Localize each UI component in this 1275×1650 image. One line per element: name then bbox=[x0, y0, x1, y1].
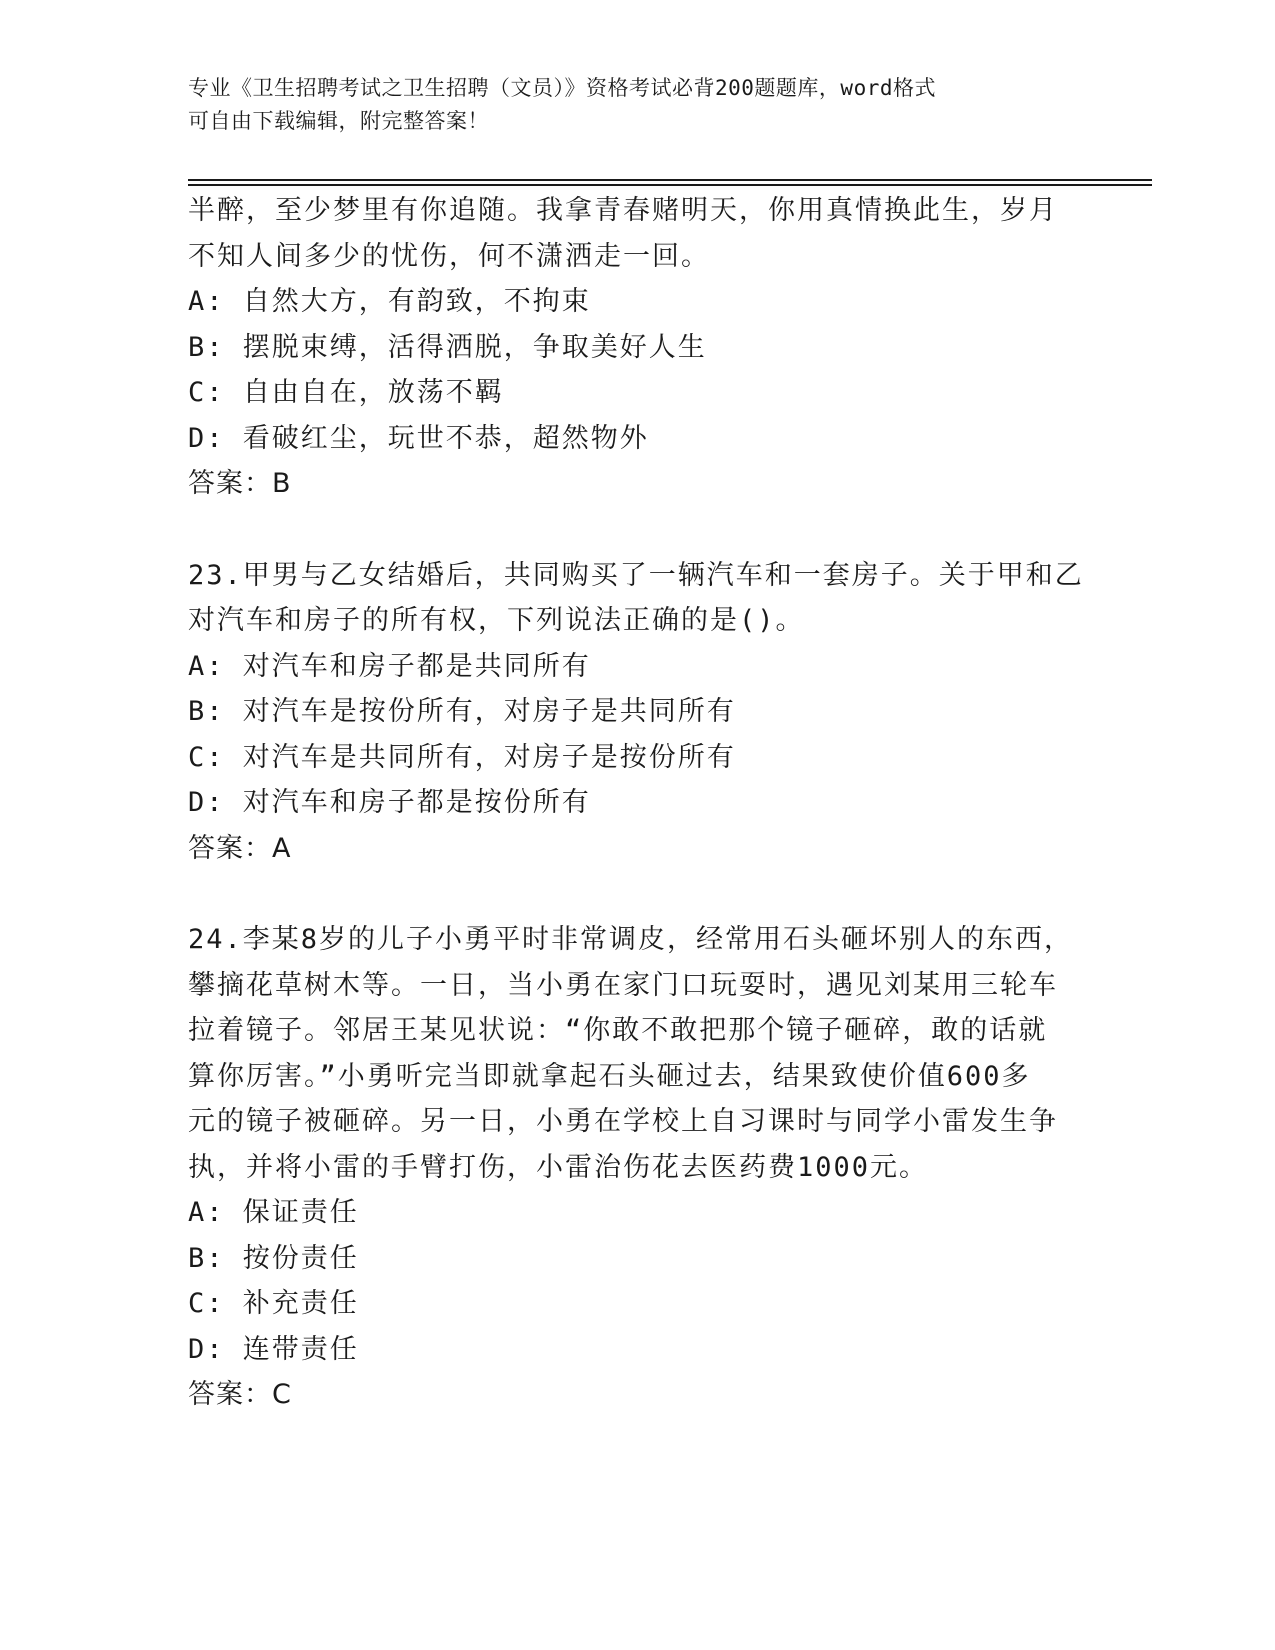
question-23 bbox=[188, 553, 1088, 872]
document-body bbox=[188, 188, 1088, 1418]
header-divider-top bbox=[188, 179, 1152, 181]
header-divider-bottom bbox=[188, 184, 1152, 186]
option-d: D: 连带责任 bbox=[188, 1333, 359, 1365]
question-stem-line: 半醉，至少梦里有你追随。我拿青春赌明天，你用真情换此生，岁月 bbox=[188, 195, 1058, 226]
option-d: D: 看破红尘，玩世不恭，超然物外 bbox=[188, 422, 649, 454]
answer-label: 答案：C bbox=[188, 1379, 292, 1410]
document-header bbox=[188, 72, 1088, 138]
option-b: B: 摆脱束缚，活得洒脱，争取美好人生 bbox=[188, 331, 707, 363]
question-stem-line: 对汽车和房子的所有权，下列说法正确的是()。 bbox=[188, 605, 805, 636]
question-stem-line: 元的镜子被砸碎。另一日，小勇在学校上自习课时与同学小雷发生争 bbox=[188, 1106, 1058, 1137]
header-line-2: 可自由下载编辑，附完整答案！ bbox=[188, 109, 489, 133]
question-stem-line: 不知人间多少的忧伤，何不潇洒走一回。 bbox=[188, 240, 710, 272]
option-c: C: 对汽车是共同所有，对房子是按份所有 bbox=[188, 741, 736, 773]
answer-label: 答案：A bbox=[188, 832, 292, 864]
option-b: B: 按份责任 bbox=[188, 1242, 359, 1274]
question-stem-line: 执，并将小雷的手臂打伤，小雷治伤花去医药费1000元。 bbox=[188, 1151, 929, 1183]
question-stem-line: 24.李某8岁的儿子小勇平时非常调皮，经常用石头砸坏别人的东西， bbox=[188, 924, 1074, 955]
option-c: C: 自由自在，放荡不羁 bbox=[188, 377, 504, 408]
spacer bbox=[188, 871, 1088, 917]
question-stem-line: 23.甲男与乙女结婚后，共同购买了一辆汽车和一套房子。关于甲和乙 bbox=[188, 559, 1084, 591]
question-stem-line: 拉着镜子。邻居王某见状说：“你敢不敢把那个镜子砸碎，敢的话就 bbox=[188, 1015, 1048, 1046]
option-d: D: 对汽车和房子都是按份所有 bbox=[188, 787, 591, 818]
option-b: B: 对汽车是按份所有，对房子是共同所有 bbox=[188, 696, 736, 727]
spacer bbox=[188, 507, 1088, 553]
option-a: A: 保证责任 bbox=[188, 1197, 359, 1228]
option-a: A: 对汽车和房子都是共同所有 bbox=[188, 650, 591, 682]
question-stem-line: 算你厉害。”小勇听完当即就拿起石头砸过去，结果致使价值600多 bbox=[188, 1060, 1031, 1092]
answer-label: 答案：B bbox=[188, 468, 292, 499]
option-c: C: 补充责任 bbox=[188, 1288, 359, 1319]
header-line-1: 专业《卫生招聘考试之卫生招聘（文员）》资格考试必背200题题库，word格式 bbox=[188, 76, 936, 100]
option-a: A: 自然大方，有韵致，不拘束 bbox=[188, 286, 591, 317]
question-24 bbox=[188, 917, 1088, 1418]
question-stem-line: 攀摘花草树木等。一日，当小勇在家门口玩耍时，遇见刘某用三轮车 bbox=[188, 969, 1058, 1001]
question-22 bbox=[188, 188, 1088, 507]
